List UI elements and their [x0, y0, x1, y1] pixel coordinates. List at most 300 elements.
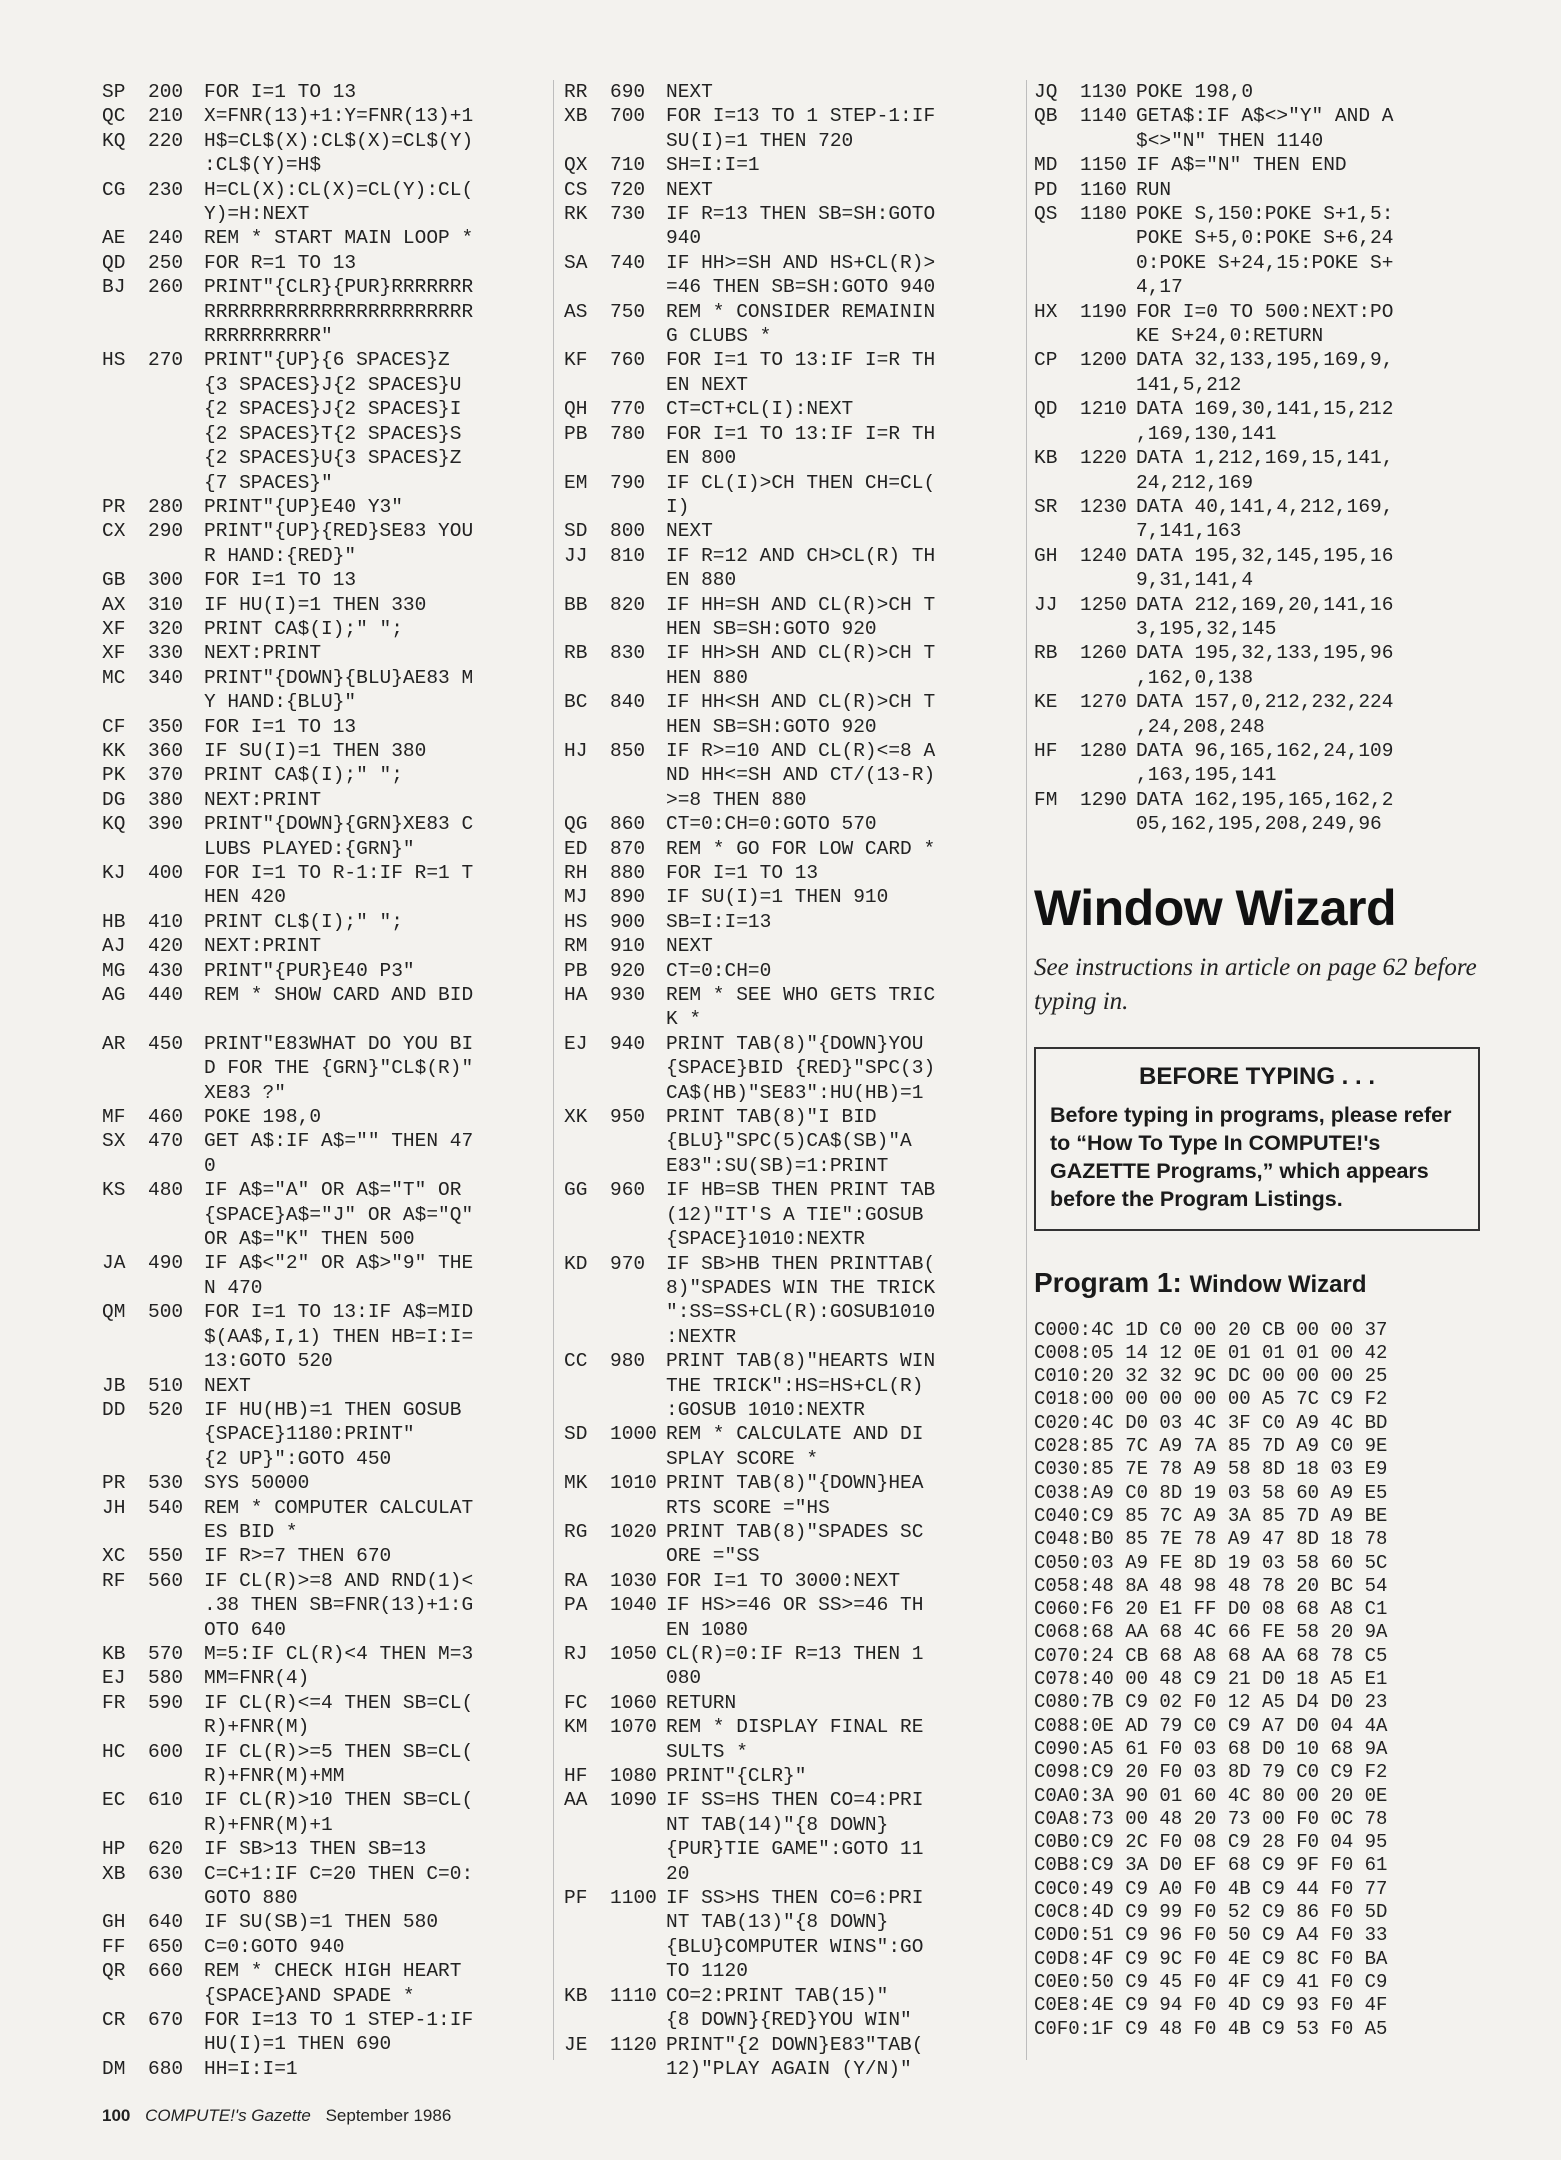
code-line	[564, 715, 1019, 739]
code-line	[102, 1618, 542, 1642]
checksum: RJ	[564, 1643, 588, 1665]
code-line	[102, 910, 542, 934]
line-number: 1040	[610, 1594, 657, 1617]
hex-line: C020:4C D0 03 4C 3F C0 A9 4C BD	[1034, 1411, 1388, 1434]
code-text: N 470	[204, 1276, 263, 1299]
code-text: SYS 50000	[204, 1472, 310, 1495]
box-body: Before typing in programs, please refer to “How To Type In COMPUTE!'s GAZETTE Programs,” which appears before the Program Listings.	[1050, 1102, 1452, 1211]
checksum: QX	[564, 154, 588, 177]
line-number: 1080	[610, 1765, 657, 1788]
code-text: FOR I=1 TO 13	[204, 569, 357, 592]
code-text: K *	[666, 1008, 702, 1031]
checksum: SA	[564, 251, 588, 274]
code-line	[564, 446, 1019, 470]
checksum: MK	[564, 1472, 588, 1495]
line-number: 1260	[1080, 642, 1127, 665]
line-number: 250	[148, 251, 184, 274]
line-number: 690	[610, 81, 646, 103]
code-text: {BLU}COMPUTER WINS":GO	[666, 1935, 924, 1958]
code-line	[564, 1032, 1019, 1056]
code-text: DATA 32,133,195,169,9,	[1136, 349, 1394, 372]
code-text: IF SB>HB THEN PRINTTAB(	[666, 1252, 936, 1275]
code-text: THE TRICK":HS=HS+CL(R)	[666, 1374, 924, 1397]
code-text: ORE ="SS	[666, 1545, 760, 1568]
checksum: XK	[564, 1106, 588, 1129]
code-line	[102, 422, 542, 446]
code-line	[1034, 788, 1484, 812]
line-number: 450	[148, 1032, 184, 1055]
code-line	[102, 1374, 542, 1398]
code-text: 141,5,212	[1136, 373, 1242, 396]
code-line	[564, 1374, 1019, 1398]
code-text: IF HU(I)=1 THEN 330	[204, 593, 427, 616]
code-text: 9,31,141,4	[1136, 569, 1254, 592]
code-line	[102, 1300, 542, 1324]
code-text: OR A$="K" THEN 500	[204, 1228, 415, 1251]
hex-line: C010:20 32 32 9C DC 00 00 00 25	[1034, 1365, 1388, 1388]
code-line	[564, 1837, 1019, 1861]
line-number: 510	[148, 1374, 184, 1397]
line-number: 1130	[1080, 81, 1127, 103]
listing-column-2	[564, 80, 1019, 2081]
line-number: 670	[148, 2009, 184, 2032]
code-text: EN 1080	[666, 1618, 748, 1641]
code-line	[564, 568, 1019, 592]
code-text: {BLU}"SPC(5)CA$(SB)"A	[666, 1130, 912, 1153]
code-text: REM * START MAIN LOOP *	[204, 227, 474, 250]
code-text: POKE S,150:POKE S+1,5:	[1136, 203, 1394, 226]
code-text: R)+FNR(M)+MM	[204, 1765, 345, 1788]
hex-line: C000:4C 1D C0 00 20 CB 00 00 37	[1034, 1318, 1388, 1341]
checksum: AS	[564, 300, 588, 323]
line-number: 870	[610, 837, 646, 860]
hex-line: C070:24 CB 68 A8 68 AA 68 78 C5	[1034, 1644, 1388, 1667]
code-line	[102, 837, 542, 861]
code-text: {2 UP}":GOTO 450	[204, 1447, 392, 1470]
checksum: JH	[102, 1496, 126, 1519]
code-line	[102, 1178, 542, 1202]
hex-line: C098:C9 20 F0 03 8D 79 C0 C9 F2	[1034, 1761, 1388, 1784]
line-number: 470	[148, 1130, 184, 1153]
code-text: RRRRRRRRRRRRRRRRRRRRRRR	[204, 300, 474, 323]
code-text: D FOR THE {GRN}"CL$(R)"	[204, 1057, 474, 1080]
code-text: 12)"PLAY AGAIN (Y/N)"	[666, 2057, 912, 2080]
checksum: AX	[102, 593, 126, 616]
line-number: 1180	[1080, 203, 1127, 226]
hex-line: C090:A5 61 F0 03 68 D0 10 68 9A	[1034, 1737, 1388, 1760]
code-text: GET A$:IF A$="" THEN 47	[204, 1130, 474, 1153]
checksum: KE	[1034, 691, 1058, 714]
code-line	[102, 1496, 542, 1520]
checksum: JB	[102, 1374, 126, 1397]
code-text: REM * GO FOR LOW CARD *	[666, 837, 936, 860]
code-text: NEXT	[666, 935, 713, 958]
checksum: QD	[102, 251, 126, 274]
code-line	[102, 471, 542, 495]
code-line	[564, 1081, 1019, 1105]
code-text: EN 800	[666, 447, 737, 470]
code-text: X=FNR(13)+1:Y=FNR(13)+1	[204, 105, 474, 128]
code-text: PRINT"{UP}{6 SPACES}Z	[204, 349, 450, 372]
checksum: CX	[102, 520, 126, 543]
line-number: 600	[148, 1740, 184, 1763]
code-text: REM * CALCULATE AND DI	[666, 1423, 924, 1446]
code-text: PRINT TAB(8)"HEARTS WIN	[666, 1350, 936, 1373]
code-text: DATA 212,169,20,141,16	[1136, 593, 1394, 616]
code-line	[564, 934, 1019, 958]
line-number: 930	[610, 984, 646, 1007]
code-text: 8)"SPADES WIN THE TRICK	[666, 1276, 936, 1299]
line-number: 330	[148, 642, 184, 665]
code-line	[564, 178, 1019, 202]
code-text: POKE 198,0	[204, 1106, 322, 1129]
code-line	[1034, 80, 1484, 104]
code-text: IF CL(R)>10 THEN SB=CL(	[204, 1789, 474, 1812]
code-line	[564, 519, 1019, 543]
code-text: :NEXTR	[666, 1325, 737, 1348]
checksum: EJ	[102, 1667, 126, 1690]
code-text: EN NEXT	[666, 373, 748, 396]
checksum: PA	[564, 1594, 588, 1617]
checksum: HB	[102, 910, 126, 933]
code-text: FOR I=1 TO 13:IF A$=MID	[204, 1301, 474, 1324]
code-line	[102, 1666, 542, 1690]
line-number: 550	[148, 1545, 184, 1568]
checksum: MJ	[564, 886, 588, 909]
code-line	[102, 1056, 542, 1080]
line-number: 660	[148, 1960, 184, 1983]
code-text: IF SS>HS THEN CO=6:PRI	[666, 1887, 924, 1910]
line-number: 260	[148, 276, 184, 299]
line-number: 1110	[610, 1984, 657, 2007]
code-line	[1034, 275, 1484, 299]
code-text: XE83 ?"	[204, 1081, 286, 1104]
code-line	[102, 1715, 542, 1739]
line-number: 360	[148, 739, 184, 762]
checksum: XB	[102, 1862, 126, 1885]
line-number: 460	[148, 1106, 184, 1129]
code-line	[564, 397, 1019, 421]
checksum: FC	[564, 1691, 588, 1714]
code-text: ND HH<=SH AND CT/(13-R)	[666, 764, 936, 787]
checksum: FM	[1034, 788, 1058, 811]
line-number: 1100	[610, 1887, 657, 1910]
code-line	[102, 2008, 542, 2032]
code-line	[102, 1569, 542, 1593]
code-line	[564, 593, 1019, 617]
code-text: RUN	[1136, 178, 1172, 201]
code-text: IF SU(I)=1 THEN 910	[666, 886, 889, 909]
code-text: IF A$<"2" OR A$>"9" THE	[204, 1252, 474, 1275]
line-number: 210	[148, 105, 184, 128]
code-line	[564, 1520, 1019, 1544]
line-number: 290	[148, 520, 184, 543]
code-line	[1034, 641, 1484, 665]
line-number: 1230	[1080, 495, 1127, 518]
code-line	[1034, 251, 1484, 275]
code-line	[102, 1593, 542, 1617]
code-line	[102, 2032, 542, 2056]
checksum: PF	[564, 1887, 588, 1910]
code-text: DATA 162,195,165,162,2	[1136, 788, 1394, 811]
checksum: KD	[564, 1252, 588, 1275]
checksum: CP	[1034, 349, 1058, 372]
line-number: 810	[610, 544, 646, 567]
code-text: NEXT	[666, 178, 713, 201]
checksum: KM	[564, 1716, 588, 1739]
code-text: ,169,130,141	[1136, 422, 1277, 445]
code-line	[564, 80, 1019, 104]
hex-line: C048:B0 85 7E 78 A9 47 8D 18 78	[1034, 1528, 1388, 1551]
checksum: QS	[1034, 203, 1058, 226]
code-line	[1034, 593, 1484, 617]
code-text: IF HH=SH AND CL(R)>CH T	[666, 593, 936, 616]
code-line	[564, 1398, 1019, 1422]
checksum: GH	[102, 1911, 126, 1934]
code-line	[564, 2008, 1019, 2032]
line-number: 390	[148, 813, 184, 836]
checksum: SD	[564, 520, 588, 543]
hex-line: C0D0:51 C9 96 F0 50 C9 A4 F0 33	[1034, 1924, 1388, 1947]
hex-line: C0B8:C9 3A D0 EF 68 C9 9F F0 61	[1034, 1854, 1388, 1877]
code-text: (12)"IT'S A TIE":GOSUB	[666, 1203, 924, 1226]
code-text: R HAND:{RED}"	[204, 544, 357, 567]
code-text: 940	[666, 227, 702, 250]
checksum: RH	[564, 862, 588, 884]
code-line	[102, 666, 542, 690]
checksum: JE	[564, 2033, 588, 2056]
checksum: ED	[564, 837, 588, 860]
line-number: 520	[148, 1398, 184, 1421]
checksum: KJ	[102, 862, 126, 884]
line-number: 770	[610, 398, 646, 421]
code-text: IF CL(R)>=8 AND RND(1)<	[204, 1569, 474, 1592]
checksum: KF	[564, 349, 588, 372]
code-line	[564, 324, 1019, 348]
code-text: PRINT"{DOWN}{BLU}AE83 M	[204, 666, 474, 689]
code-line	[564, 1691, 1019, 1715]
code-line	[564, 983, 1019, 1007]
code-line	[564, 641, 1019, 665]
code-text: 4,17	[1136, 276, 1183, 299]
line-number: 700	[610, 105, 646, 128]
line-number: 750	[610, 300, 646, 323]
code-line	[102, 1251, 542, 1275]
line-number: 620	[148, 1838, 184, 1861]
checksum: RG	[564, 1520, 588, 1543]
code-line	[102, 715, 542, 739]
code-text: 3,195,32,145	[1136, 617, 1277, 640]
code-text: PRINT CA$(I);" ";	[204, 764, 403, 787]
checksum: QD	[1034, 398, 1058, 421]
code-text: IF HH<SH AND CL(R)>CH T	[666, 691, 936, 714]
code-line	[102, 300, 542, 324]
code-text: H$=CL$(X):CL$(X)=CL$(Y)	[204, 129, 474, 152]
checksum: BC	[564, 691, 588, 714]
code-line	[564, 1300, 1019, 1324]
code-line	[1034, 568, 1484, 592]
code-text: REM * CONSIDER REMAININ	[666, 300, 936, 323]
code-line	[1034, 373, 1484, 397]
code-text: MM=FNR(4)	[204, 1667, 310, 1690]
code-text: >=8 THEN 880	[666, 788, 807, 811]
code-line	[102, 1935, 542, 1959]
code-line	[564, 348, 1019, 372]
code-line	[564, 739, 1019, 763]
code-text: DATA 40,141,4,212,169,	[1136, 495, 1394, 518]
code-text: NEXT	[204, 1374, 251, 1397]
checksum: HC	[102, 1740, 126, 1763]
code-text: R)+FNR(M)+1	[204, 1813, 333, 1836]
line-number: 780	[610, 422, 646, 445]
code-text: CA$(HB)"SE83":HU(HB)=1	[666, 1081, 924, 1104]
line-number: 350	[148, 715, 184, 738]
code-line	[102, 1691, 542, 1715]
checksum: SX	[102, 1130, 126, 1153]
code-text: NEXT	[666, 81, 713, 103]
line-number: 420	[148, 935, 184, 958]
checksum: HX	[1034, 300, 1058, 323]
code-line	[102, 788, 542, 812]
code-line	[102, 812, 542, 836]
line-number: 370	[148, 764, 184, 787]
hex-line: C068:68 AA 68 4C 66 FE 58 20 9A	[1034, 1621, 1388, 1644]
code-text: FOR I=1 TO 13	[204, 715, 357, 738]
code-line	[564, 422, 1019, 446]
code-line	[564, 1496, 1019, 1520]
code-text: {SPACE}BID {RED}"SPC(3)	[666, 1057, 936, 1080]
code-line	[102, 1276, 542, 1300]
line-number: 1250	[1080, 593, 1127, 616]
checksum: CF	[102, 715, 126, 738]
code-line	[564, 1740, 1019, 1764]
code-text: PRINT"{CLR}"	[666, 1765, 807, 1788]
code-text: {3 SPACES}J{2 SPACES}U	[204, 373, 462, 396]
code-line	[102, 1520, 542, 1544]
code-line	[102, 934, 542, 958]
code-line	[1034, 715, 1484, 739]
code-line	[102, 1081, 542, 1105]
code-text: SU(I)=1 THEN 720	[666, 129, 854, 152]
code-text: FOR I=0 TO 500:NEXT:PO	[1136, 300, 1394, 323]
code-text: IF R>=7 THEN 670	[204, 1545, 392, 1568]
column-divider	[553, 80, 554, 2060]
hex-line: C0F0:1F C9 48 F0 4B C9 53 F0 A5	[1034, 2017, 1388, 2040]
code-text: RETURN	[666, 1691, 737, 1714]
line-number: 840	[610, 691, 646, 714]
checksum: SD	[564, 1423, 588, 1446]
code-line	[564, 1105, 1019, 1129]
line-number: 800	[610, 520, 646, 543]
article-note: See instructions in article on page 62 before typing in.	[1034, 953, 1477, 1015]
line-number: 570	[148, 1642, 184, 1665]
code-text: 0:POKE S+24,15:POKE S+	[1136, 251, 1394, 274]
code-text: NEXT:PRINT	[204, 642, 322, 665]
code-line	[102, 251, 542, 275]
code-line	[102, 1740, 542, 1764]
code-text: IF CL(R)>=5 THEN SB=CL(	[204, 1740, 474, 1763]
code-line	[102, 446, 542, 470]
code-text: RRRRRRRRRR"	[204, 325, 333, 348]
line-number: 560	[148, 1569, 184, 1592]
line-number: 1090	[610, 1789, 657, 1812]
hex-line: C050:03 A9 FE 8D 19 03 58 60 5C	[1034, 1551, 1388, 1574]
code-line	[1034, 519, 1484, 543]
code-text: CO=2:PRINT TAB(15)"	[666, 1984, 889, 2007]
code-text: HU(I)=1 THEN 690	[204, 2033, 392, 2056]
line-number: 630	[148, 1862, 184, 1885]
code-text: ,163,195,141	[1136, 764, 1277, 787]
line-number: 310	[148, 593, 184, 616]
checksum: EJ	[564, 1032, 588, 1055]
code-text: REM * SHOW CARD AND BID	[204, 984, 474, 1007]
box-heading: BEFORE TYPING . . .	[1138, 1062, 1376, 1090]
code-line	[102, 202, 542, 226]
checksum: HS	[564, 910, 588, 933]
code-text: {8 DOWN}{RED}YOU WIN"	[666, 2009, 912, 2032]
code-text: LUBS PLAYED:{GRN}"	[204, 837, 415, 860]
hex-line: C028:85 7C A9 7A 85 7D A9 C0 9E	[1034, 1435, 1388, 1458]
code-text: EN 880	[666, 569, 737, 592]
code-text: IF SU(SB)=1 THEN 580	[204, 1911, 439, 1934]
checksum: JA	[102, 1252, 126, 1275]
line-number: 650	[148, 1935, 184, 1958]
code-line	[1034, 300, 1484, 324]
hex-line: C0D8:4F C9 9C F0 4E C9 8C F0 BA	[1034, 1947, 1388, 1970]
line-number: 860	[610, 813, 646, 836]
line-number: 340	[148, 666, 184, 689]
code-text: DATA 1,212,169,15,141,	[1136, 447, 1394, 470]
code-text: $(AA$,I,1) THEN HB=I:I=	[204, 1325, 474, 1348]
hex-line: C0A8:73 00 48 20 73 00 F0 0C 78	[1034, 1807, 1388, 1830]
code-text: GOTO 880	[204, 1887, 298, 1910]
checksum: KB	[1034, 447, 1058, 470]
line-number: 540	[148, 1496, 184, 1519]
code-text: DATA 96,165,162,24,109	[1136, 739, 1394, 762]
checksum: CG	[102, 178, 126, 201]
code-text: $<>"N" THEN 1140	[1136, 129, 1324, 152]
code-line	[102, 568, 542, 592]
line-number: 640	[148, 1911, 184, 1934]
code-text: FOR I=13 TO 1 STEP-1:IF	[204, 2009, 474, 2032]
checksum: AG	[102, 984, 126, 1007]
code-line	[1034, 153, 1484, 177]
code-text: G CLUBS *	[666, 325, 772, 348]
code-text: PRINT"E83WHAT DO YOU BI	[204, 1032, 474, 1055]
code-line	[102, 1227, 542, 1251]
line-number: 950	[610, 1106, 646, 1129]
code-line	[564, 1325, 1019, 1349]
code-line	[564, 104, 1019, 128]
code-line	[564, 1129, 1019, 1153]
code-text: PRINT TAB(8)"{DOWN}YOU	[666, 1032, 924, 1055]
line-number: 1070	[610, 1716, 657, 1739]
checksum: RF	[102, 1569, 126, 1592]
code-line	[564, 1276, 1019, 1300]
checksum: HJ	[564, 739, 588, 762]
code-text: Y HAND:{BLU}"	[204, 691, 357, 714]
code-line	[102, 1764, 542, 1788]
before-typing-box	[1034, 1047, 1480, 1231]
code-text: ,24,208,248	[1136, 715, 1265, 738]
code-text: HEN 880	[666, 666, 748, 689]
code-line	[564, 617, 1019, 641]
code-text: M=5:IF CL(R)<4 THEN M=3	[204, 1642, 474, 1665]
hex-line: C058:48 8A 48 98 48 78 20 BC 54	[1034, 1574, 1388, 1597]
code-text: 24,212,169	[1136, 471, 1254, 494]
line-number: 680	[148, 2057, 184, 2080]
code-text: {2 SPACES}U{3 SPACES}Z	[204, 447, 462, 470]
